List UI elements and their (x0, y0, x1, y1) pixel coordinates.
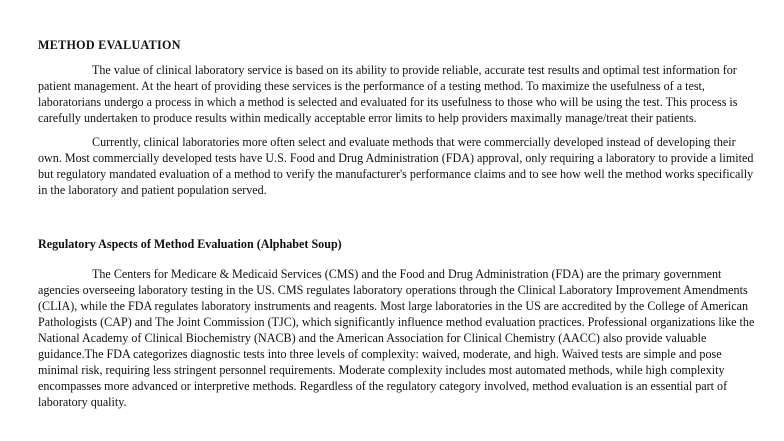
section-paragraph-1: The Centers for Medicare & Medicaid Services (CMS) and the Food and Drug Administration (FDA) are the primary government agencies overseeing laboratory testing in the US. CMS regulates laboratory operations through the Clinical Laboratory Improvement Amendments (CLIA), while the FDA regulates laboratory instruments and reagents. Most large laboratories in the US are accredited by the College of American Pathologists (CAP) and The Joint Commission (TJC), which significantly influence method evaluation practices. Professional organizations like the National Academy of Clinical Biochemistry (NACB) and the American Association for Clinical Chemistry (AACC) also provide valuable guidance.The FDA categorizes diagnostic tests into three levels of complexity: waived, moderate, and high. Waived tests are simple and pose minimal risk, requiring less stringent personnel requirements. Moderate complexity includes most automated methods, while high complexity encompasses more advanced or interpretive methods. Regardless of the regulatory category involved, method evaluation is an essential part of laboratory quality. (38, 267, 755, 409)
document-page (38, 36, 760, 410)
document-title: METHOD EVALUATION (38, 38, 181, 52)
section-heading: Regulatory Aspects of Method Evaluation (Alphabet Soup) (38, 237, 342, 251)
intro-paragraph-2: Currently, clinical laboratories more often select and evaluate methods that were commercially developed instead of developing their own. Most commercially developed tests have U.S. Food and Drug Administration (FDA) approval, only requiring a laboratory to provide a limited but regulatory mandated evaluation of a method to verify the manufacturer's performance claims and to see how well the method works specifically in the laboratory and patient population served. (38, 135, 754, 197)
intro-paragraph-1: The value of clinical laboratory service is based on its ability to provide reliable, accurate test results and optimal test information for patient management. At the heart of providing these services is the performance of a testing method. To maximize the usefulness of a test, laboratorians undergo a process in which a method is selected and evaluated for its usefulness to those who will be using the test. This process is carefully undertaken to produce results within medically acceptable error limits to help providers maximally manage/treat their patients. (38, 63, 738, 125)
section-body (38, 266, 760, 410)
